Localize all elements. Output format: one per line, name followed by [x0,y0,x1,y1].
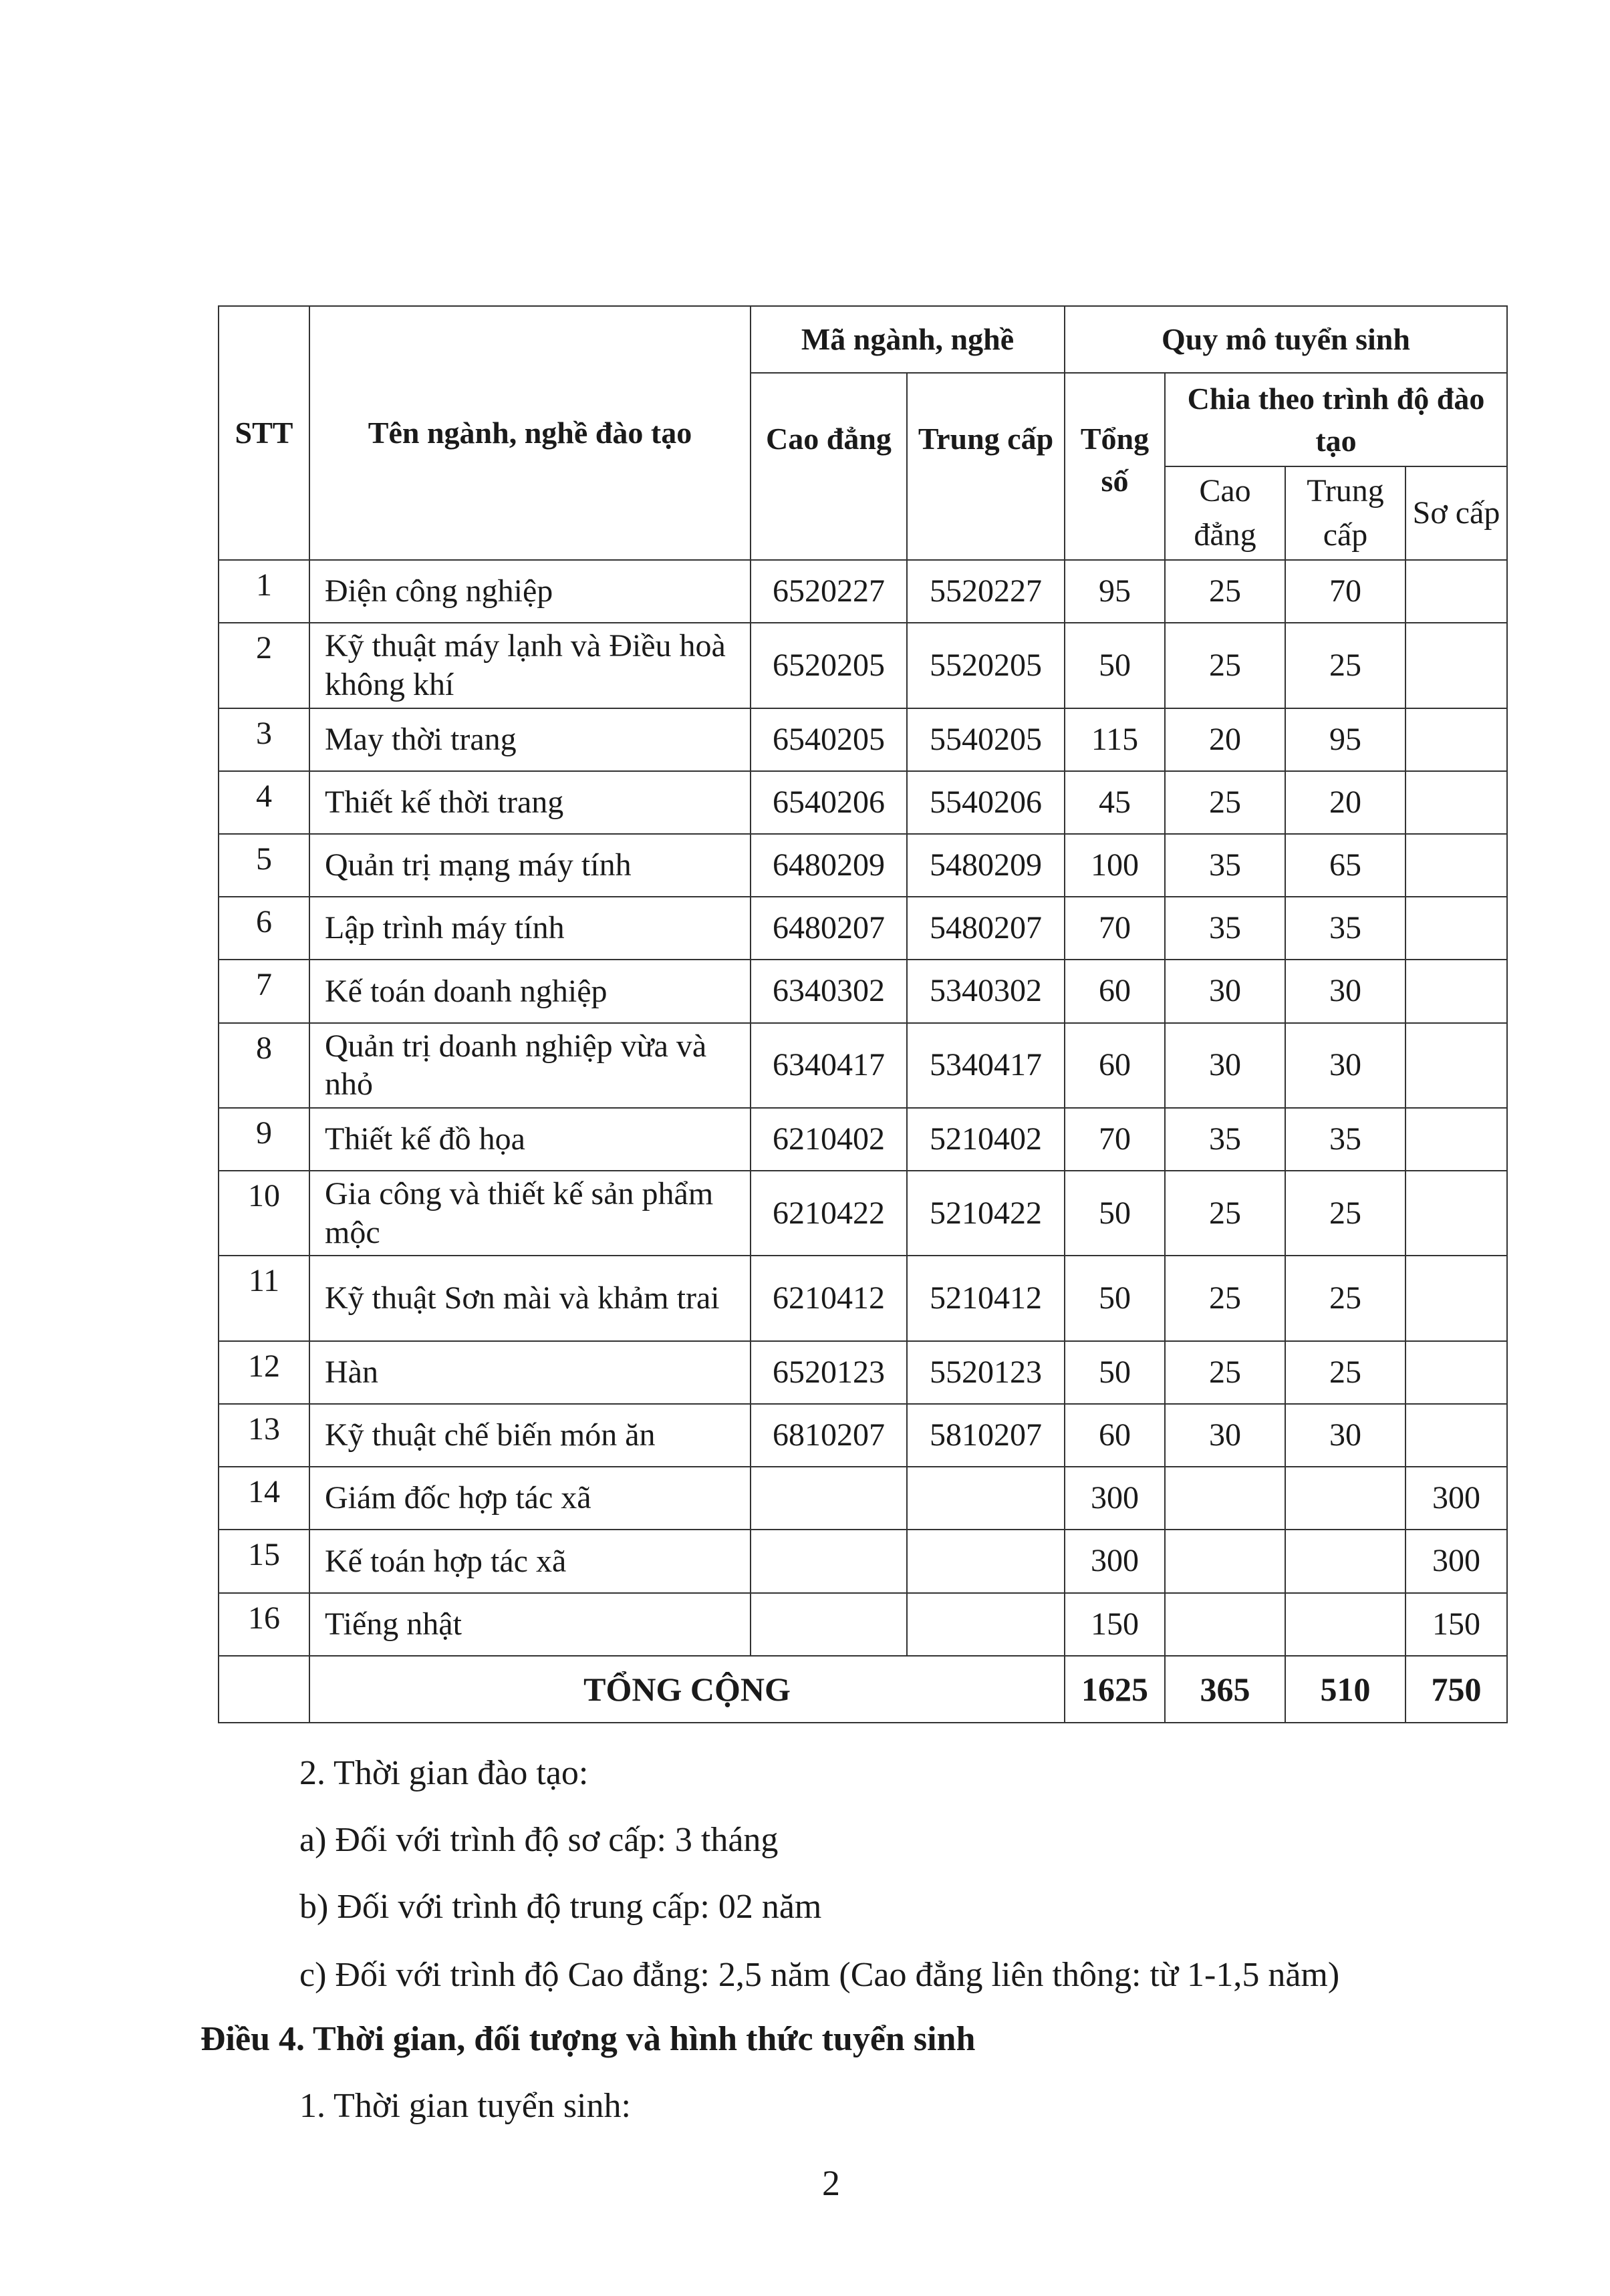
row-level-tc [1285,1530,1405,1592]
row-level-sc [1405,1404,1507,1467]
header-total: Tổng số [1065,373,1165,560]
row-total: 50 [1065,623,1165,708]
row-name: Thiết kế thời trang [309,771,751,834]
table-row [219,960,1507,1022]
row-name: Kế toán doanh nghiệp [309,960,751,1022]
table-row [219,1467,1507,1530]
row-level-tc [1285,1467,1405,1530]
page-number: 2 [822,2163,840,2203]
row-total: 100 [1065,834,1165,897]
row-code-tc: 5540205 [907,708,1065,771]
training-time-college: c) Đối với trình độ Cao đẳng: 2,5 năm (Cao đẳng liên thông: từ 1-1,5 năm) [299,1956,1340,1994]
row-level-tc: 30 [1285,960,1405,1022]
row-level-tc: 20 [1285,771,1405,834]
row-code-tc [907,1530,1065,1592]
row-level-cd [1165,1530,1285,1592]
row-total: 50 [1065,1171,1165,1256]
header-level-sc: Sơ cấp [1405,466,1507,560]
row-name: Điện công nghiệp [309,560,751,623]
row-stt: 4 [219,771,309,834]
row-level-cd: 25 [1165,1256,1285,1340]
training-time-title: 2. Thời gian đào tạo: [299,1754,589,1792]
row-name: Tiếng nhật [309,1593,751,1656]
row-code-cd: 6520227 [751,560,907,623]
table-row [219,1023,1507,1108]
training-time-intermediate: b) Đối với trình độ trung cấp: 02 năm [299,1888,822,1926]
row-stt: 15 [219,1530,309,1592]
table-row [219,1593,1507,1656]
row-code-cd: 6340302 [751,960,907,1022]
row-stt: 9 [219,1108,309,1171]
row-code-cd: 6520123 [751,1341,907,1404]
row-level-tc: 25 [1285,1341,1405,1404]
row-stt: 6 [219,897,309,960]
row-level-sc [1405,1108,1507,1171]
row-total: 50 [1065,1256,1165,1340]
row-level-sc: 300 [1405,1467,1507,1530]
row-code-tc [907,1467,1065,1530]
row-level-sc [1405,623,1507,708]
row-name: Hàn [309,1341,751,1404]
table-row [219,623,1507,708]
row-level-cd: 25 [1165,623,1285,708]
row-total: 60 [1065,1404,1165,1467]
row-code-tc: 5520227 [907,560,1065,623]
table-row [219,897,1507,960]
row-stt: 13 [219,1404,309,1467]
enrollment-time-item: 1. Thời gian tuyển sinh: [299,2087,631,2125]
table-body [219,560,1507,1656]
table-row [219,834,1507,897]
row-code-tc: 5810207 [907,1404,1065,1467]
row-name: May thời trang [309,708,751,771]
row-code-tc: 5210412 [907,1256,1065,1340]
row-total: 70 [1065,1108,1165,1171]
total-sum: 1625 [1065,1656,1165,1723]
row-stt: 12 [219,1341,309,1404]
header-code-cd: Cao đẳng [751,373,907,560]
row-level-cd: 35 [1165,1108,1285,1171]
row-code-tc [907,1593,1065,1656]
row-code-cd: 6340417 [751,1023,907,1108]
row-level-tc: 25 [1285,1256,1405,1340]
total-row [219,1656,1507,1723]
row-code-cd: 6540205 [751,708,907,771]
row-code-tc: 5540206 [907,771,1065,834]
row-name: Thiết kế đồ họa [309,1108,751,1171]
row-code-tc: 5340417 [907,1023,1065,1108]
row-total: 300 [1065,1467,1165,1530]
row-level-tc: 35 [1285,1108,1405,1171]
row-level-sc [1405,1341,1507,1404]
header-code-tc: Trung cấp [907,373,1065,560]
row-level-tc: 35 [1285,897,1405,960]
row-stt: 7 [219,960,309,1022]
row-total: 45 [1065,771,1165,834]
total-label: TỔNG CỘNG [309,1656,1065,1723]
row-level-cd [1165,1467,1285,1530]
row-stt: 11 [219,1256,309,1340]
row-level-cd: 35 [1165,897,1285,960]
total-tc: 510 [1285,1656,1405,1723]
table-row [219,1256,1507,1340]
row-level-sc: 300 [1405,1530,1507,1592]
total-sc: 750 [1405,1656,1507,1723]
row-level-cd [1165,1593,1285,1656]
row-code-tc: 5480209 [907,834,1065,897]
row-name: Kỹ thuật máy lạnh và Điều hoà không khí [309,623,751,708]
row-code-cd [751,1467,907,1530]
row-level-sc: 150 [1405,1593,1507,1656]
enrollment-table [218,305,1508,1723]
row-code-cd: 6480207 [751,897,907,960]
header-by-level: Chia theo trình độ đào tạo [1165,373,1507,466]
row-level-sc [1405,834,1507,897]
table-row [219,708,1507,771]
row-level-cd: 25 [1165,771,1285,834]
row-level-sc [1405,708,1507,771]
row-total: 50 [1065,1341,1165,1404]
table-row [219,1171,1507,1256]
row-stt: 2 [219,623,309,708]
row-stt: 16 [219,1593,309,1656]
table-row [219,1530,1507,1592]
total-stt-cell [219,1656,309,1723]
row-code-tc: 5340302 [907,960,1065,1022]
row-stt: 10 [219,1171,309,1256]
row-stt: 8 [219,1023,309,1108]
total-cd: 365 [1165,1656,1285,1723]
row-level-cd: 25 [1165,1341,1285,1404]
row-total: 150 [1065,1593,1165,1656]
row-code-cd: 6540206 [751,771,907,834]
row-stt: 1 [219,560,309,623]
row-code-cd: 6210402 [751,1108,907,1171]
row-stt: 3 [219,708,309,771]
row-name: Quản trị doanh nghiệp vừa và nhỏ [309,1023,751,1108]
header-scale-group: Quy mô tuyển sinh [1065,306,1507,373]
row-code-tc: 5210402 [907,1108,1065,1171]
row-level-sc [1405,1023,1507,1108]
row-total: 95 [1065,560,1165,623]
row-code-cd [751,1593,907,1656]
row-total: 115 [1065,708,1165,771]
row-level-cd: 30 [1165,1023,1285,1108]
row-code-cd: 6810207 [751,1404,907,1467]
row-code-tc: 5480207 [907,897,1065,960]
table-row [219,1108,1507,1171]
row-level-tc: 30 [1285,1404,1405,1467]
row-stt: 14 [219,1467,309,1530]
header-stt: STT [219,306,309,560]
table-row [219,771,1507,834]
row-total: 70 [1065,897,1165,960]
row-total: 300 [1065,1530,1165,1592]
row-level-tc: 70 [1285,560,1405,623]
row-code-cd: 6480209 [751,834,907,897]
row-code-cd: 6210422 [751,1171,907,1256]
row-total: 60 [1065,1023,1165,1108]
row-name: Quản trị mạng máy tính [309,834,751,897]
table-row [219,1341,1507,1404]
row-level-cd: 25 [1165,1171,1285,1256]
row-level-sc [1405,1256,1507,1340]
row-code-tc: 5210422 [907,1171,1065,1256]
row-level-tc: 95 [1285,708,1405,771]
row-level-cd: 25 [1165,560,1285,623]
training-time-basic: a) Đối với trình độ sơ cấp: 3 tháng [299,1821,779,1859]
article-4-heading: Điều 4. Thời gian, đối tượng và hình thức tuyển sinh [200,2020,976,2058]
row-level-cd: 35 [1165,834,1285,897]
row-name: Giám đốc hợp tác xã [309,1467,751,1530]
row-name: Kỹ thuật Sơn mài và khảm trai [309,1256,751,1340]
row-level-cd: 30 [1165,1404,1285,1467]
header-level-cd: Cao đẳng [1165,466,1285,560]
row-level-sc [1405,897,1507,960]
row-level-cd: 20 [1165,708,1285,771]
header-name: Tên ngành, nghề đào tạo [309,306,751,560]
row-code-tc: 5520205 [907,623,1065,708]
row-level-tc: 25 [1285,623,1405,708]
row-level-cd: 30 [1165,960,1285,1022]
row-code-tc: 5520123 [907,1341,1065,1404]
header-code-group: Mã ngành, nghề [751,306,1065,373]
row-level-sc [1405,771,1507,834]
row-name: Kế toán hợp tác xã [309,1530,751,1592]
row-name: Gia công và thiết kế sản phẩm mộc [309,1171,751,1256]
row-level-sc [1405,560,1507,623]
row-level-tc: 65 [1285,834,1405,897]
row-level-sc [1405,1171,1507,1256]
row-level-tc [1285,1593,1405,1656]
row-code-cd: 6210412 [751,1256,907,1340]
row-code-cd [751,1530,907,1592]
row-level-sc [1405,960,1507,1022]
row-name: Kỹ thuật chế biến món ăn [309,1404,751,1467]
row-level-tc: 25 [1285,1171,1405,1256]
table-row [219,560,1507,623]
header-level-tc: Trung cấp [1285,466,1405,560]
row-name: Lập trình máy tính [309,897,751,960]
table-row [219,1404,1507,1467]
row-total: 60 [1065,960,1165,1022]
row-level-tc: 30 [1285,1023,1405,1108]
row-stt: 5 [219,834,309,897]
row-code-cd: 6520205 [751,623,907,708]
